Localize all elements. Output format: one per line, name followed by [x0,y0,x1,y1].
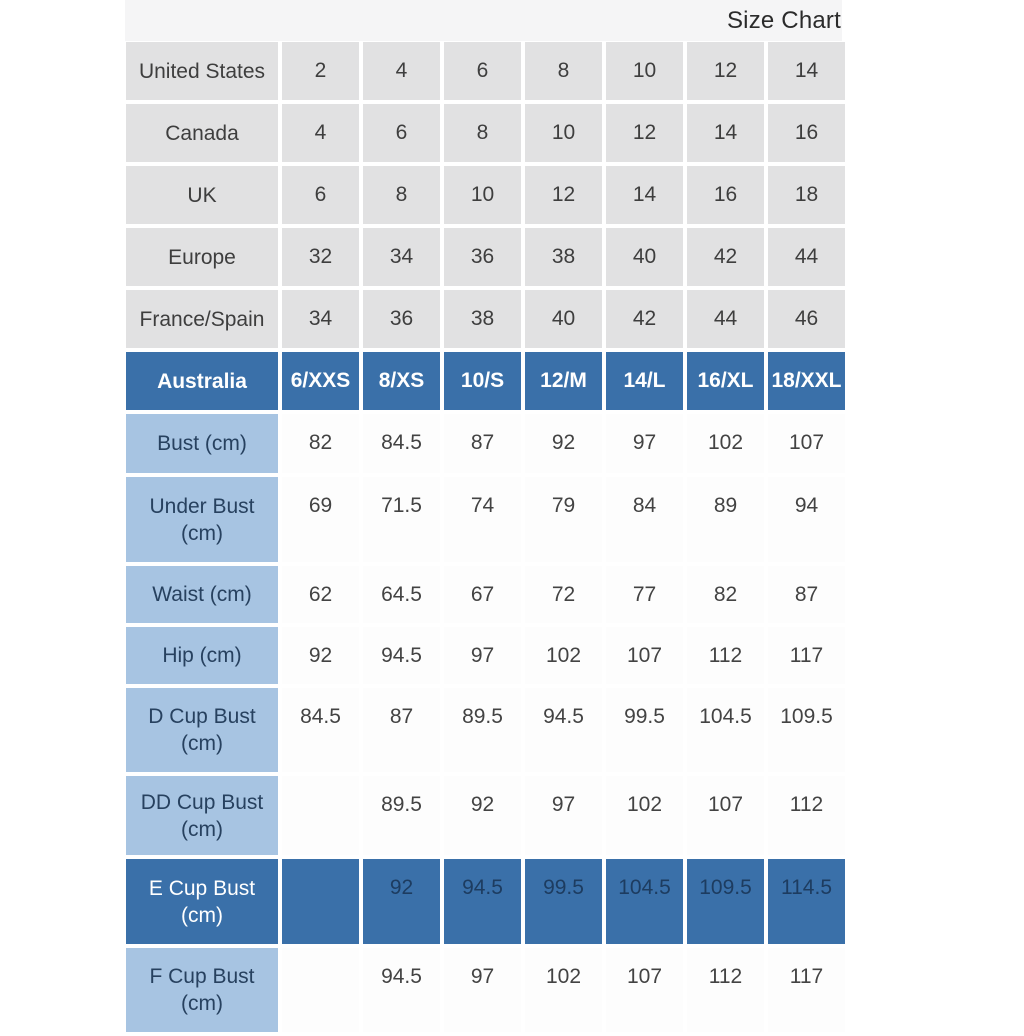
value-cell: 97 [444,948,521,1032]
row-label: United States [126,42,278,100]
row-label: UK [126,166,278,224]
value-cell: 112 [687,948,764,1032]
value-cell: 107 [606,627,683,684]
value-cell: 14 [606,166,683,224]
value-cell: 38 [444,290,521,348]
empty-cell [282,859,359,944]
table-row-united-states [126,42,845,100]
table-row-d-cup-bust-cm [126,688,845,772]
table-row-under-bust-cm [126,477,845,562]
value-cell: 6 [282,166,359,224]
value-cell: 8 [444,104,521,162]
table-row-e-cup-bust-cm [126,859,845,944]
value-cell: 84.5 [363,414,440,473]
value-cell: 4 [363,42,440,100]
table-row-australia [126,352,845,410]
empty-cell [282,948,359,1032]
value-cell: 8 [525,42,602,100]
value-cell: 112 [768,776,845,855]
value-cell: 6/XXS [282,352,359,410]
value-cell: 12 [525,166,602,224]
value-cell: 97 [444,627,521,684]
value-cell: 44 [768,228,845,286]
value-cell: 10/S [444,352,521,410]
value-cell: 82 [282,414,359,473]
value-cell: 6 [444,42,521,100]
table-row-europe [126,228,845,286]
table-row-uk [126,166,845,224]
value-cell: 87 [363,688,440,772]
value-cell: 102 [606,776,683,855]
table-row-france-spain [126,290,845,348]
value-cell: 89.5 [363,776,440,855]
value-cell: 92 [444,776,521,855]
value-cell: 69 [282,477,359,562]
value-cell: 8 [363,166,440,224]
size-table-body [126,42,845,1032]
value-cell: 36 [444,228,521,286]
row-label: DD Cup Bust (cm) [126,776,278,855]
value-cell: 10 [606,42,683,100]
value-cell: 18 [768,166,845,224]
value-cell: 82 [687,566,764,623]
value-cell: 92 [525,414,602,473]
value-cell: 16/XL [687,352,764,410]
value-cell: 34 [363,228,440,286]
value-cell: 64.5 [363,566,440,623]
value-cell: 16 [687,166,764,224]
value-cell: 8/XS [363,352,440,410]
value-cell: 34 [282,290,359,348]
value-cell: 71.5 [363,477,440,562]
value-cell: 117 [768,627,845,684]
row-label: Hip (cm) [126,627,278,684]
value-cell: 18/XXL [768,352,845,410]
value-cell: 94.5 [525,688,602,772]
value-cell: 97 [525,776,602,855]
value-cell: 94.5 [363,627,440,684]
value-cell: 87 [768,566,845,623]
value-cell: 10 [444,166,521,224]
value-cell: 107 [687,776,764,855]
value-cell: 40 [525,290,602,348]
value-cell: 99.5 [606,688,683,772]
table-row-bust-cm [126,414,845,473]
value-cell: 62 [282,566,359,623]
row-label: Canada [126,104,278,162]
value-cell: 112 [687,627,764,684]
value-cell: 77 [606,566,683,623]
value-cell: 14 [687,104,764,162]
value-cell: 14/L [606,352,683,410]
row-label: D Cup Bust (cm) [126,688,278,772]
value-cell: 102 [525,627,602,684]
value-cell: 117 [768,948,845,1032]
value-cell: 12/M [525,352,602,410]
value-cell: 10 [525,104,602,162]
value-cell: 87 [444,414,521,473]
value-cell: 109.5 [768,688,845,772]
table-row-f-cup-bust-cm [126,948,845,1032]
value-cell: 12 [606,104,683,162]
table-row-hip-cm [126,627,845,684]
value-cell: 40 [606,228,683,286]
table-row-dd-cup-bust-cm [126,776,845,855]
value-cell: 4 [282,104,359,162]
value-cell: 32 [282,228,359,286]
value-cell: 107 [768,414,845,473]
value-cell: 104.5 [687,688,764,772]
value-cell: 2 [282,42,359,100]
table-row-waist-cm [126,566,845,623]
value-cell: 114.5 [768,859,845,944]
row-label: E Cup Bust (cm) [126,859,278,944]
value-cell: 97 [606,414,683,473]
value-cell: 109.5 [687,859,764,944]
size-chart-table [122,38,849,1036]
value-cell: 74 [444,477,521,562]
value-cell: 94.5 [444,859,521,944]
value-cell: 102 [687,414,764,473]
empty-cell [282,776,359,855]
value-cell: 102 [525,948,602,1032]
value-cell: 42 [606,290,683,348]
row-label: Australia [126,352,278,410]
value-cell: 72 [525,566,602,623]
value-cell: 12 [687,42,764,100]
value-cell: 42 [687,228,764,286]
value-cell: 36 [363,290,440,348]
header-band [125,0,842,41]
value-cell: 92 [363,859,440,944]
value-cell: 46 [768,290,845,348]
value-cell: 38 [525,228,602,286]
value-cell: 44 [687,290,764,348]
row-label: Under Bust (cm) [126,477,278,562]
row-label: Bust (cm) [126,414,278,473]
value-cell: 79 [525,477,602,562]
row-label: Europe [126,228,278,286]
value-cell: 107 [606,948,683,1032]
row-label: Waist (cm) [126,566,278,623]
value-cell: 67 [444,566,521,623]
value-cell: 94 [768,477,845,562]
page-title: Size Chart [726,7,841,34]
row-label: France/Spain [126,290,278,348]
table-row-canada [126,104,845,162]
value-cell: 99.5 [525,859,602,944]
value-cell: 92 [282,627,359,684]
value-cell: 14 [768,42,845,100]
value-cell: 6 [363,104,440,162]
row-label: F Cup Bust (cm) [126,948,278,1032]
value-cell: 89.5 [444,688,521,772]
value-cell: 89 [687,477,764,562]
value-cell: 84.5 [282,688,359,772]
value-cell: 84 [606,477,683,562]
value-cell: 94.5 [363,948,440,1032]
value-cell: 104.5 [606,859,683,944]
value-cell: 16 [768,104,845,162]
